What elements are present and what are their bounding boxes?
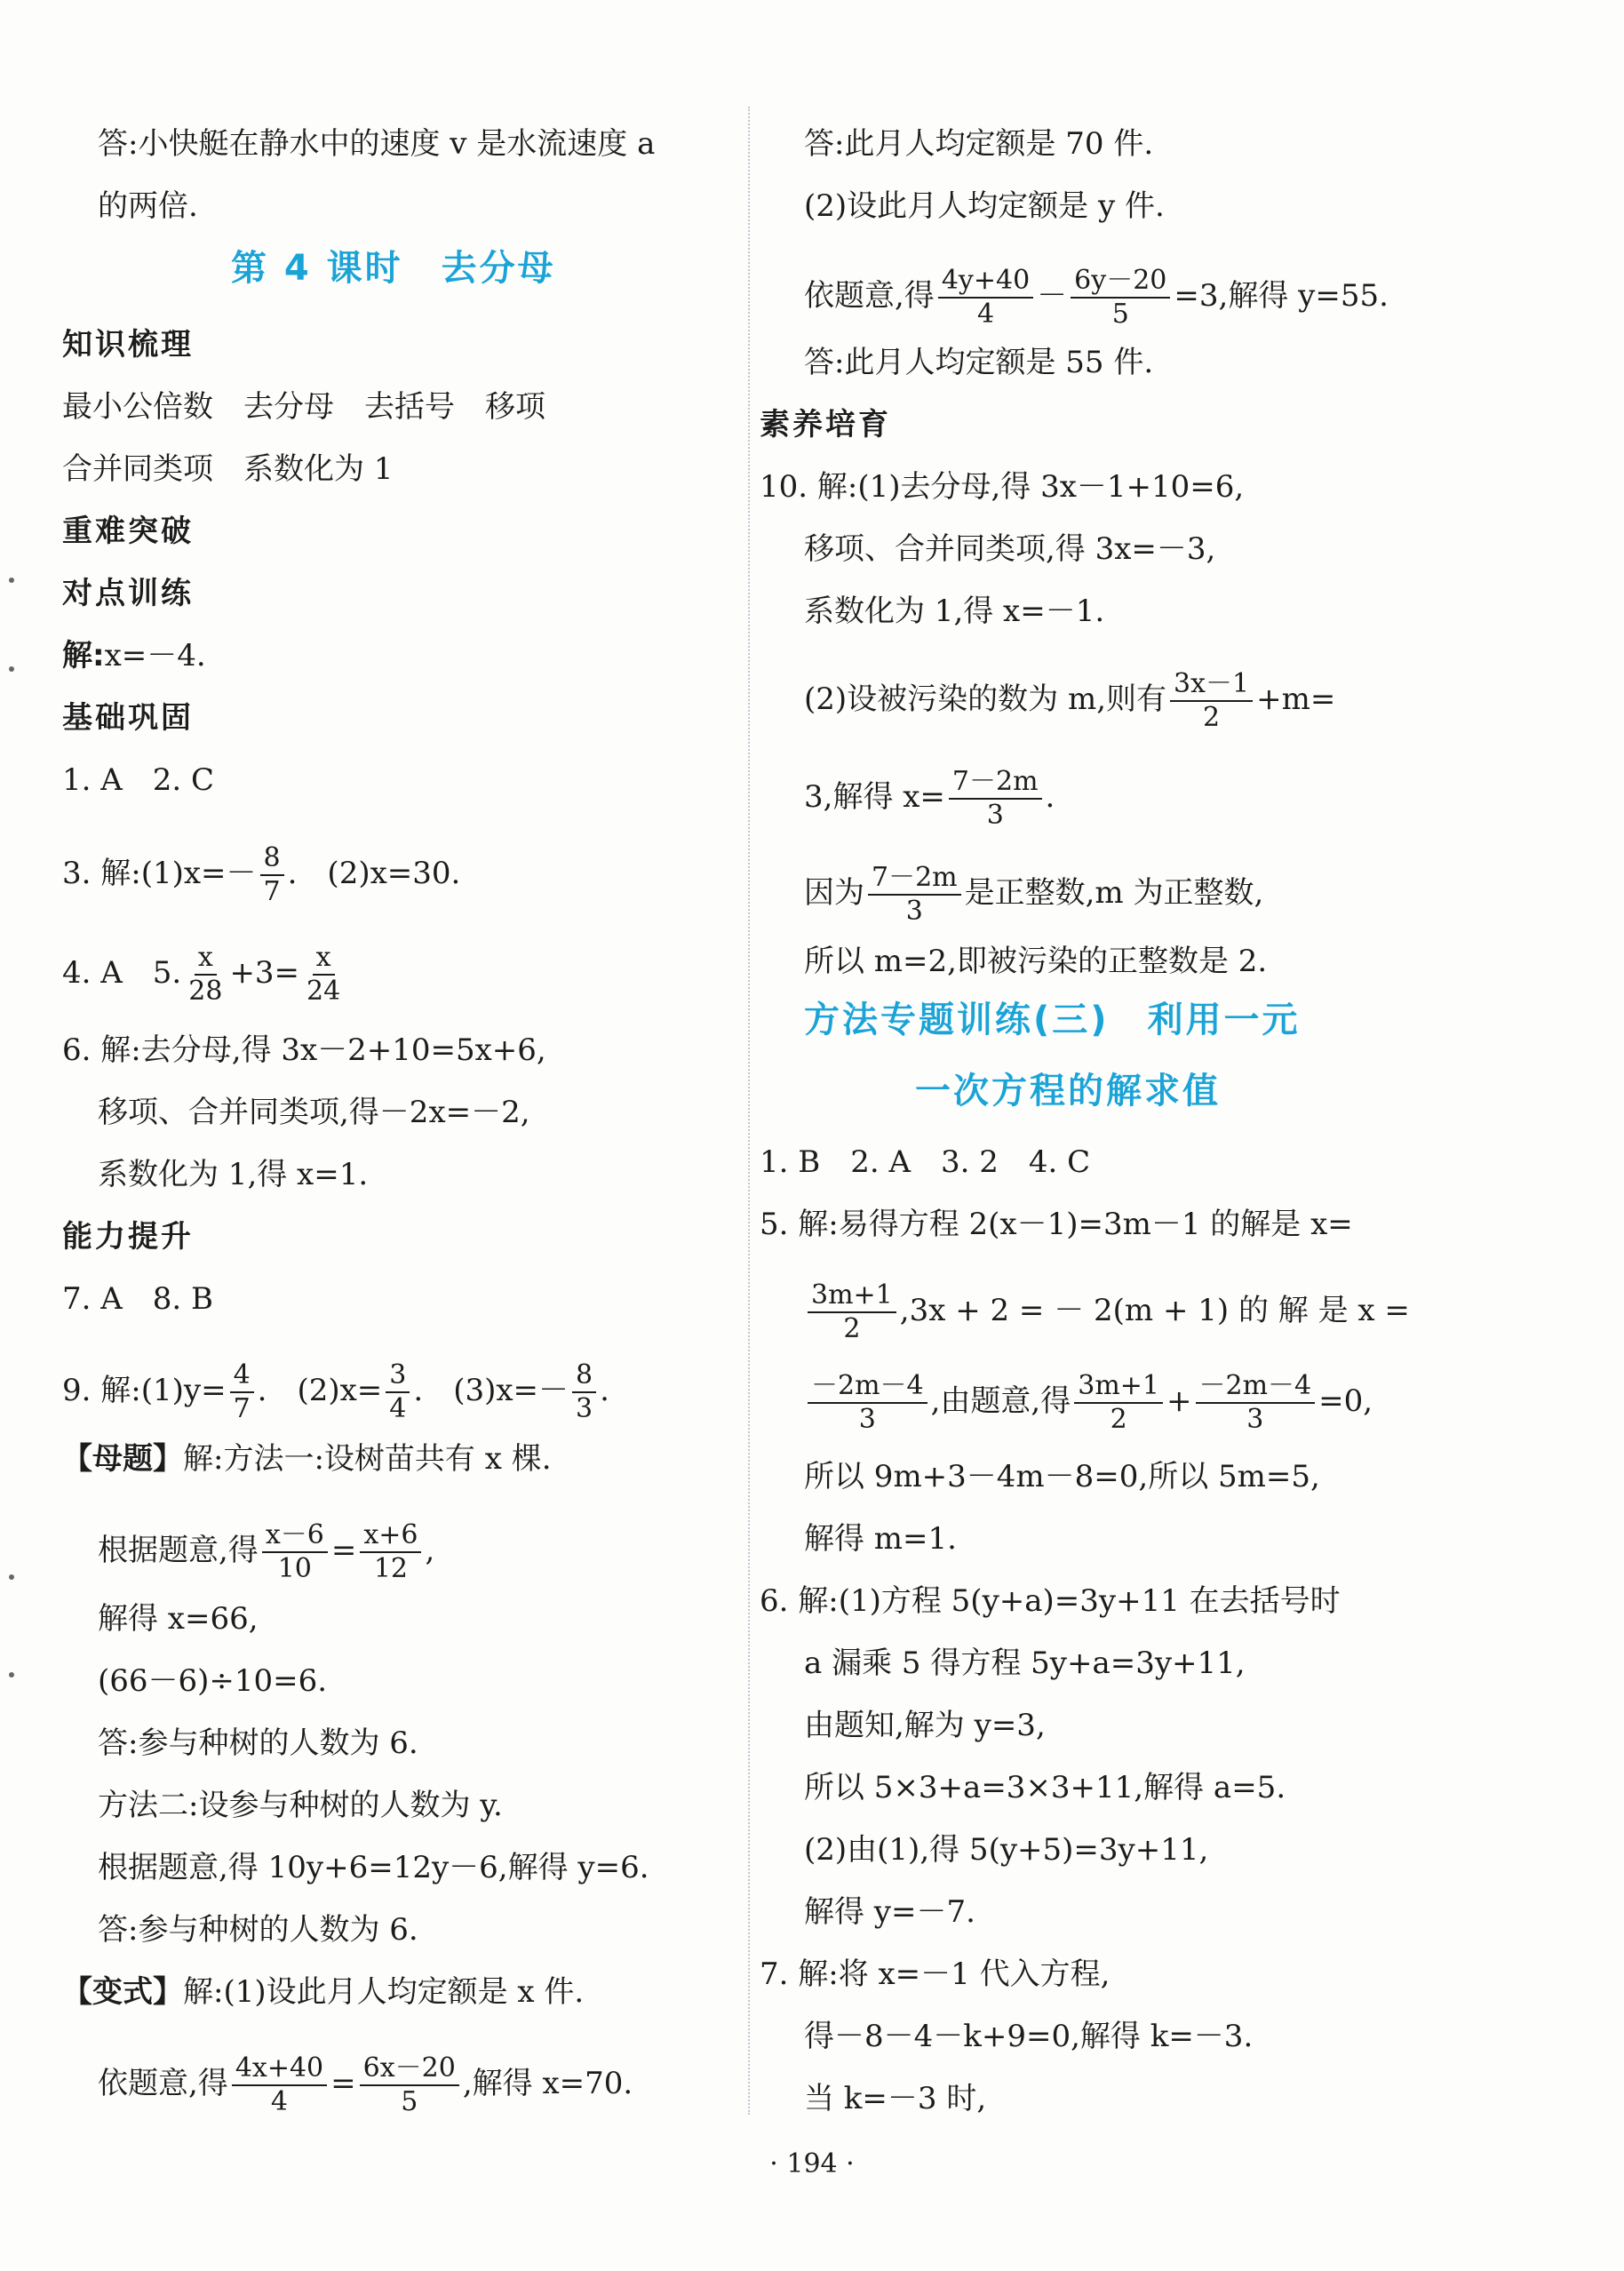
fraction: $\frac{x}{28}$ [188, 942, 223, 1007]
answer-line: 5. 解:易得方程 2(x－1)=3m－1 的解是 x= [760, 1207, 1353, 1242]
fraction: $\frac{-2m-4}{3}$ [808, 1370, 927, 1436]
answer-line: 解得 y=－7. [804, 1894, 975, 1930]
answer-line: 所以 9m+3－4m－8=0,所以 5m=5, [804, 1459, 1320, 1494]
answer-line: 答:参与种树的人数为 6. [98, 1725, 418, 1761]
section-heading: 知识梳理 [62, 327, 194, 363]
answer-line: 1. B 2. A 3. 2 4. C [760, 1144, 1091, 1180]
answer-line: 6. 解:(1)方程 5(y+a)=3y+11 在去括号时 [760, 1583, 1341, 1619]
section-heading: 能力提升 [62, 1219, 194, 1255]
fraction: $\frac{4x+40}{4}$ [232, 2052, 327, 2118]
section-heading: 对点训练 [62, 576, 194, 611]
fraction: $\frac{6y-20}{5}$ [1071, 265, 1170, 331]
fraction: $\frac{3m+1}{2}$ [808, 1279, 896, 1345]
fraction: $\frac{6x-20}{5}$ [360, 2052, 459, 2118]
answer-line: 【母题】解:方法一:设树苗共有 x 棵. [62, 1441, 552, 1477]
answer-line: a 漏乘 5 得方程 5y+a=3y+11, [804, 1645, 1246, 1681]
answer-line: 依题意,得 $\frac{4y+40}{4}$ － $\frac{6y-20}{5}$ =3,解得 y=55. [804, 265, 1389, 330]
answer-line: 7. A 8. B [62, 1281, 214, 1317]
answer-line: 由题知,解为 y=3, [804, 1708, 1046, 1743]
answer-line: 解得 x=66, [98, 1601, 259, 1637]
margin-dot [9, 666, 14, 672]
fraction: $\frac{7-2m}{3}$ [868, 862, 961, 928]
fraction: $\frac{3m+1}{2}$ [1074, 1370, 1163, 1436]
answer-line: 解得 m=1. [804, 1521, 957, 1557]
fraction: $\frac{4}{7}$ [230, 1359, 254, 1425]
section-heading: 素养培育 [760, 407, 891, 442]
answer-line: 系数化为 1,得 x=1. [98, 1157, 369, 1192]
margin-dot [9, 1574, 14, 1580]
answer-line: 系数化为 1,得 x=－1. [804, 594, 1105, 629]
fraction: $\frac{7-2m}{3}$ [949, 766, 1042, 832]
answer-line: (2)设此月人均定额是 y 件. [804, 188, 1165, 224]
fraction: $\frac{8}{7}$ [260, 842, 284, 908]
answer-line: 方法二:设参与种树的人数为 y. [98, 1788, 503, 1823]
answer-line: (2)由(1),得 5(y+5)=3y+11, [804, 1832, 1209, 1868]
answer-line: 7. 解:将 x=－1 代入方程, [760, 1956, 1111, 1992]
knowledge-line: 合并同类项 系数化为 1 [62, 451, 394, 487]
fraction: $\frac{4y+40}{4}$ [938, 265, 1033, 331]
answer-line: 答:此月人均定额是 55 件. [804, 345, 1154, 380]
column-divider [748, 107, 750, 2115]
answer-line: (2)设被污染的数为 m,则有 $\frac{3x-1}{2}$ +m= [804, 668, 1336, 733]
answer-line: $\frac{3m+1}{2}$ ,3x + 2 = － 2(m + 1) 的 解 是 x = [804, 1279, 1410, 1345]
answer-line: (66－6)÷10=6. [98, 1663, 328, 1699]
section-title: 方法专题训练(三) 利用一元 [804, 1000, 1301, 1040]
fraction: $\frac{3}{4}$ [386, 1359, 410, 1425]
fraction: $\frac{x-6}{10}$ [262, 1519, 328, 1585]
answer-line: 9. 解:(1)y= $\frac{4}{7}$ . (2)x= $\frac{3}{4}$ . (3)x=－ $\frac{8}{3}$ . [62, 1359, 609, 1424]
section-title: 第 4 课时 去分母 [231, 248, 556, 289]
fraction: $\frac{x+6}{12}$ [360, 1519, 421, 1585]
answer-line: 10. 解:(1)去分母,得 3x－1+10=6, [760, 469, 1245, 505]
answer-line: 6. 解:去分母,得 3x－2+10=5x+6, [62, 1032, 546, 1068]
answer-line: 得－8－4－k+9=0,解得 k=－3. [804, 2019, 1254, 2054]
answer-line: 移项、合并同类项,得－2x=－2, [98, 1095, 530, 1130]
fraction: $\frac{3x-1}{2}$ [1170, 668, 1253, 734]
answer-line: 解:x=－4. [62, 638, 206, 673]
fraction: $\frac{-2m-4}{3}$ [1196, 1370, 1316, 1436]
answer-line: 答:参与种树的人数为 6. [98, 1912, 418, 1948]
page-number: · 194 · [769, 2148, 855, 2179]
knowledge-line: 最小公倍数 去分母 去括号 移项 [62, 389, 545, 425]
answer-line: 【变式】解:(1)设此月人均定额是 x 件. [62, 1974, 585, 2010]
answer-line: 3. 解:(1)x=－ $\frac{8}{7}$ . (2)x=30. [62, 842, 461, 907]
answer-line: 根据题意,得 10y+6=12y－6,解得 y=6. [98, 1850, 649, 1885]
answer-line: 4. A 5. $\frac{x}{28}$ +3= $\frac{x}{24}$ [62, 942, 347, 1008]
margin-dot [9, 578, 14, 583]
margin-dot [9, 1672, 14, 1677]
answer-line: 3,解得 x= $\frac{7-2m}{3}$ . [804, 766, 1055, 831]
answer-line: 依题意,得 $\frac{4x+40}{4}$ = $\frac{6x-20}{5}$ ,解得 x=70. [98, 2052, 633, 2117]
answer-line: 所以 m=2,即被污染的正整数是 2. [804, 944, 1268, 979]
answer-line: 1. A 2. C [62, 762, 215, 798]
answer-line: 所以 5×3+a=3×3+11,解得 a=5. [804, 1770, 1286, 1805]
section-title: 一次方程的解求值 [915, 1071, 1221, 1112]
fraction: $\frac{8}{3}$ [572, 1359, 596, 1425]
fraction: $\frac{x}{24}$ [306, 942, 341, 1007]
section-heading: 基础巩固 [62, 700, 194, 736]
section-heading: 重难突破 [62, 514, 194, 549]
answer-line: 因为 $\frac{7-2m}{3}$ 是正整数,m 为正整数, [804, 862, 1264, 927]
answer-text: 答:小快艇在静水中的速度 v 是水流速度 a [98, 126, 656, 162]
answer-line: 答:此月人均定额是 70 件. [804, 126, 1154, 162]
answer-line: 根据题意,得 $\frac{x-6}{10}$ = $\frac{x+6}{12}$ , [98, 1519, 435, 1584]
answer-line: $\frac{-2m-4}{3}$ ,由题意,得 $\frac{3m+1}{2}$ + $\frac{-2m-4}{3}$ =0, [804, 1370, 1373, 1436]
answer-line: 移项、合并同类项,得 3x=－3, [804, 531, 1216, 567]
answer-text: 的两倍. [98, 188, 198, 224]
answer-line: 当 k=－3 时, [804, 2081, 987, 2116]
